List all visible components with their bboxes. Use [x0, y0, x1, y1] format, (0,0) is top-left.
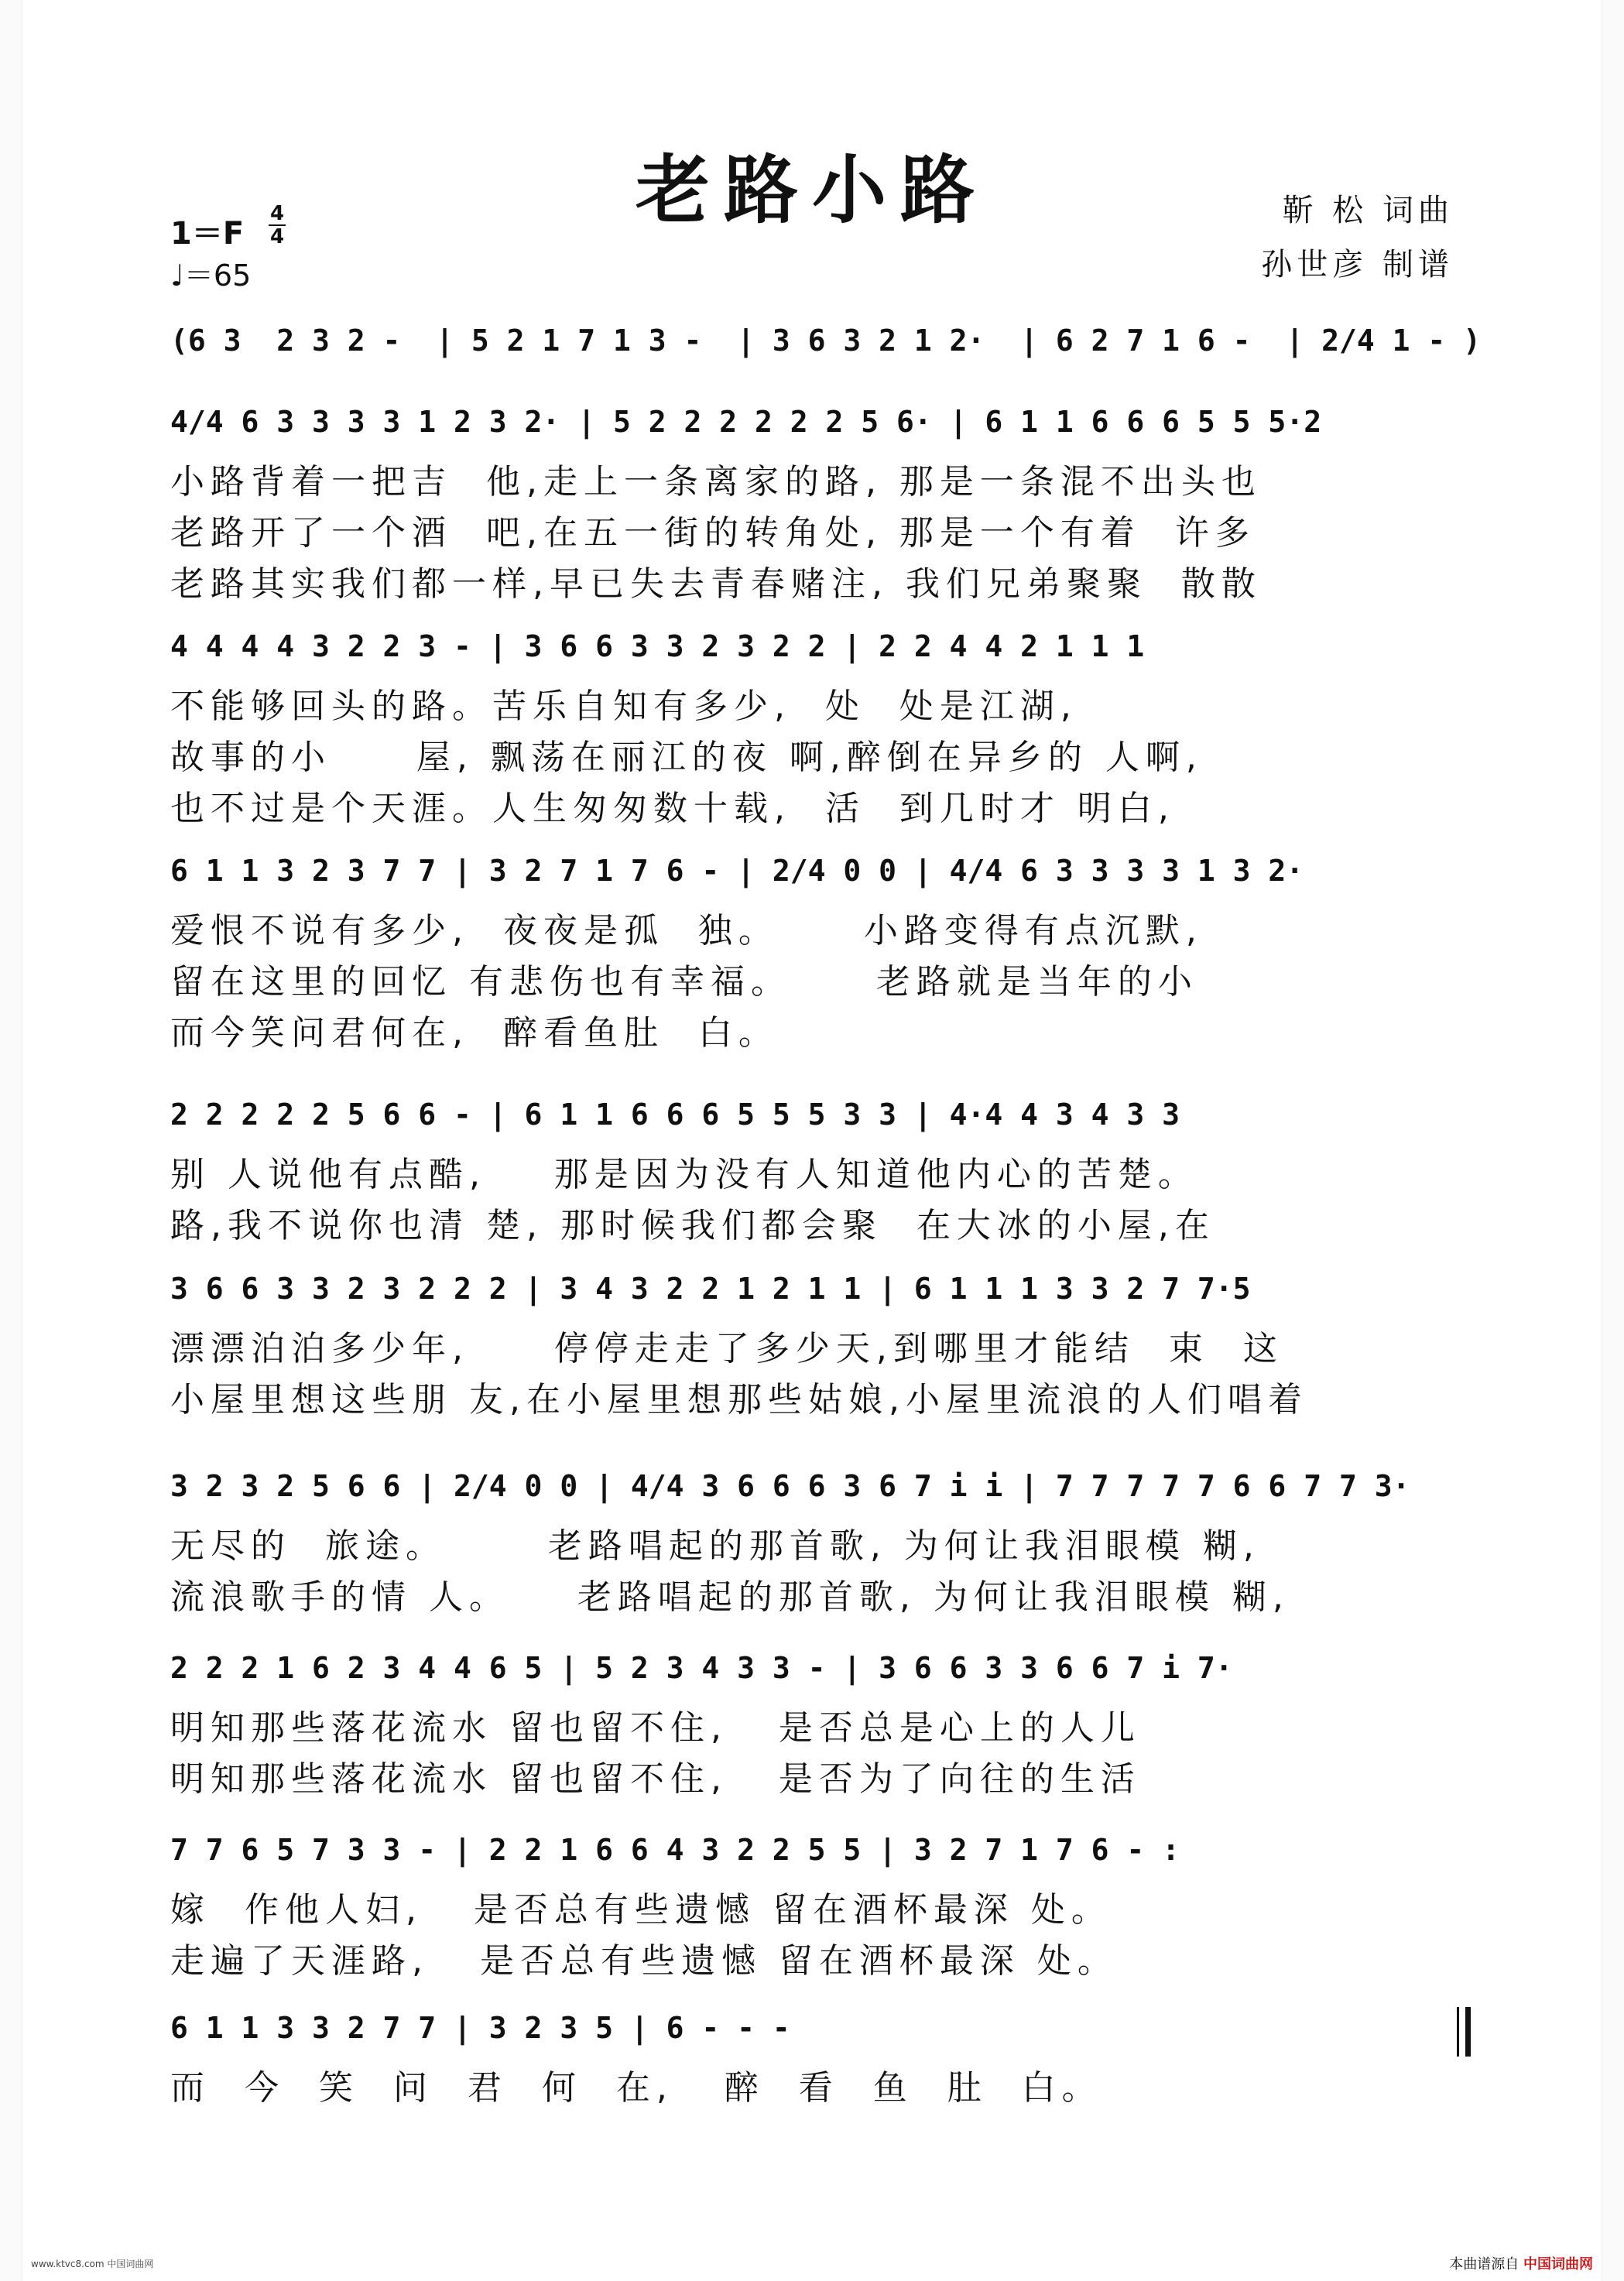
lyric-verse-1: 别 人说他有点酷, 那是因为没有人知道他内心的苦楚。	[170, 1155, 1198, 1194]
final-barline	[1457, 2007, 1471, 2057]
notation-line: 7 7 6 5 7 3 3 - | 2 2 1 6 6 4 3 2 2 5 5 | 3 2 7 1 7 6 - :	[170, 1833, 1180, 1867]
tempo-marking: ♩＝65	[170, 259, 252, 293]
score-system	[170, 1993, 1471, 2114]
key-signature: 1＝F	[170, 216, 245, 252]
score-system	[170, 1254, 1471, 1426]
time-signature-top: 4	[269, 202, 285, 225]
arranger-credit: 孙世彦 制谱	[1261, 247, 1454, 283]
lyric-verse-1: 漂漂泊泊多少年, 停停走走了多少天,到哪里才能结 束 这	[170, 1329, 1283, 1368]
lyric-verse-2: 流浪歌手的情 人。 老路唱起的那首歌, 为何让我泪眼模 糊,	[170, 1577, 1290, 1617]
lyricist-composer-credit: 靳 松 词曲	[1282, 193, 1454, 228]
lyric-verse-3: 老路其实我们都一样,早已失去青春赌注, 我们兄弟聚聚 散散	[170, 564, 1262, 604]
score-system	[170, 611, 1471, 834]
footer-source-label: 本曲谱源自	[1449, 2256, 1520, 2272]
notation-line: 3 2 3 2 5 6 6 | 2/4 0 0 | 4/4 3 6 6 6 3 6 7 i i | 7 7 7 7 7 6 6 7 7 3·	[170, 1469, 1410, 1503]
lyric-verse-2: 小屋里想这些朋 友,在小屋里想那些姑娘,小屋里流浪的人们唱着	[170, 1380, 1308, 1420]
footer-brand-link[interactable]: 中国词曲网	[1523, 2256, 1593, 2272]
score-system	[170, 836, 1471, 1059]
lyric-verse-3: 也不过是个天涯。人生匆匆数十载, 活 到几时才 明白,	[170, 789, 1175, 828]
lyric-verse-2: 故事的小 屋, 飘荡在丽江的夜 啊,醉倒在异乡的 人啊,	[170, 738, 1203, 777]
notation-line: 6 1 1 3 2 3 7 7 | 3 2 7 1 7 6 - | 2/4 0 0 | 4/4 6 3 3 3 3 1 3 2·	[170, 854, 1304, 888]
lyric-verse-2: 留在这里的回忆 有悲伤也有幸福。 老路就是当年的小	[170, 962, 1198, 1002]
notation-line: 3 6 6 3 3 2 3 2 2 2 | 3 4 3 2 2 1 2 1 1 | 6 1 1 1 3 3 2 7 7·5	[170, 1272, 1251, 1306]
page-title: 老路小路	[636, 147, 988, 234]
notation-line: 6 1 1 3 3 2 7 7 | 3 2 3 5 | 6 - - -	[170, 2011, 790, 2045]
score-system	[170, 387, 1471, 610]
lyric-verse-1: 明知那些落花流水 留也留不住, 是否总是心上的人儿	[170, 1708, 1141, 1748]
footer-site: www.ktvc8.com 中国词曲网	[31, 2259, 154, 2269]
score-system	[170, 1080, 1471, 1252]
lyric-verse-1: 嫁 作他人妇, 是否总有些遗憾 留在酒杯最深 处。	[170, 1890, 1112, 1930]
time-signature-bottom: 4	[269, 225, 285, 248]
lyric-verse-2: 路,我不说你也清 楚, 那时候我们都会聚 在大冰的小屋,在	[170, 1206, 1215, 1245]
notation-line: 2 2 2 1 6 2 3 4 4 6 5 | 5 2 3 4 3 3 - | 3 6 6 3 3 6 6 7 i 7·	[170, 1651, 1233, 1685]
lyric-verse-3: 而今笑问君何在, 醉看鱼肚 白。	[170, 1013, 779, 1053]
notation-line: 2 2 2 2 2 5 6 6 - | 6 1 1 6 6 6 5 5 5 3 3 | 4·4 4 3 4 3 3	[170, 1098, 1180, 1132]
right-margin-strip	[1602, 0, 1624, 2281]
score-system	[170, 306, 1481, 375]
lyric-verse-1: 而 今 笑 问 君 何 在, 醉 看 鱼 肚 白。	[170, 2068, 1102, 2108]
time-signature	[267, 203, 287, 248]
lyric-verse-1: 小路背着一把吉 他,走上一条离家的路, 那是一条混不出头也	[170, 462, 1262, 502]
notation-line: 4 4 4 4 3 2 2 3 - | 3 6 6 3 3 2 3 2 2 | 2 2 4 4 2 1 1 1	[170, 629, 1145, 663]
notation-line: 4/4 6 3 3 3 3 1 2 3 2· | 5 2 2 2 2 2 2 5 6· | 6 1 1 6 6 6 5 5 5·2	[170, 405, 1322, 439]
lyric-verse-1: 不能够回头的路。苦乐自知有多少, 处 处是江湖,	[170, 687, 1078, 726]
score-system	[170, 1633, 1471, 1805]
footer-source	[1449, 2253, 1593, 2273]
lyric-verse-1: 爱恨不说有多少, 夜夜是孤 独。 小路变得有点沉默,	[170, 911, 1203, 950]
lyric-verse-2: 明知那些落花流水 留也留不住, 是否为了向往的生活	[170, 1759, 1141, 1799]
left-margin-strip	[0, 0, 22, 2281]
lyric-verse-2: 老路开了一个酒 吧,在五一街的转角处, 那是一个有着 许多	[170, 513, 1256, 553]
score-system	[170, 1815, 1471, 1987]
lyric-verse-1: 无尽的 旅途。 老路唱起的那首歌, 为何让我泪眼模 糊,	[170, 1526, 1260, 1566]
lyric-verse-2: 走遍了天涯路, 是否总有些遗憾 留在酒杯最深 处。	[170, 1941, 1118, 1981]
notation-line: (6 3 2 3 2 - | 5 2 1 7 1 3 - | 3 6 3 2 1 2· | 6 2 7 1 6 - | 2/4 1 - )	[170, 324, 1481, 358]
score-system	[170, 1451, 1471, 1623]
